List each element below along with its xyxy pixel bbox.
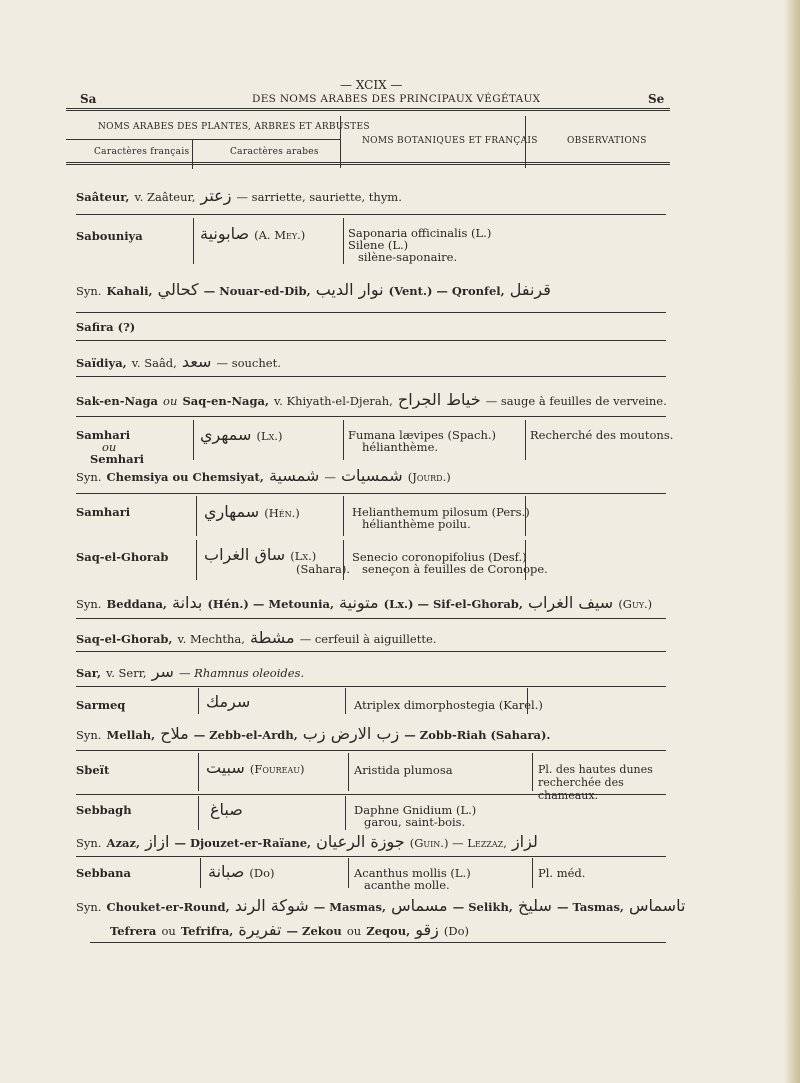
entry-rule <box>76 416 666 417</box>
arabic-name: كحالي <box>157 280 199 299</box>
entry-ref: v. Serr, <box>106 666 147 680</box>
entry-sak-en-naga <box>76 390 667 409</box>
entry-name: Sebbana <box>76 866 131 880</box>
syn-label: Syn. <box>76 900 102 914</box>
observation: Recherché des moutons. <box>530 428 674 442</box>
synonym: — Zobb-Riah (Sahara). <box>404 728 551 742</box>
entry-rule <box>76 794 666 795</box>
entry-name: Saâteur, <box>76 190 130 204</box>
synonym: (Lx.) — Sif-el-Ghorab, <box>383 597 523 611</box>
synonym: (Vent.) — Qronfel, <box>388 284 505 298</box>
french-name: seneçon à feuilles de Coronope. <box>362 562 548 576</box>
source: (Lx.) <box>256 429 283 443</box>
arabic-name: سر <box>151 662 174 681</box>
arabic-name: زب <box>302 724 326 743</box>
col-divider <box>525 116 526 168</box>
entry-name: Sar, <box>76 666 101 680</box>
synonyms-line <box>110 920 469 939</box>
entry-name: Sak-en-Naga <box>76 394 158 408</box>
entry-rule <box>76 340 666 341</box>
entry-ref: v. Saâd, <box>131 356 177 370</box>
syn-label: Syn. <box>76 284 102 298</box>
conjunction: ou <box>161 924 176 938</box>
col-divider <box>345 688 346 714</box>
arabic-name: بدانة <box>172 593 203 612</box>
synonyms-line <box>76 724 550 743</box>
botanical-name: Senecio coronopifolius (Desf.) <box>352 550 527 564</box>
source: (A. Mey.) <box>254 228 306 242</box>
page-edge <box>784 0 800 1083</box>
col-divider <box>527 688 528 714</box>
observation: Pl. méd. <box>538 866 586 880</box>
entry-name: Sebbagh <box>76 803 132 817</box>
col-divider <box>343 540 344 580</box>
arabic-name: ملاح <box>160 724 189 743</box>
arabic-name: سعد <box>181 352 212 371</box>
synonym: — Zekou <box>286 924 342 938</box>
entry-name: Samhari <box>76 428 131 442</box>
col-divider <box>196 540 197 580</box>
arabic-name: خياط الجراح <box>397 390 481 409</box>
source: (Foureau) <box>249 762 305 776</box>
col-divider <box>343 496 344 536</box>
french-name: silène-saponaire. <box>358 250 458 264</box>
synonyms-line <box>76 593 652 612</box>
synonym: Zeqou, <box>366 924 411 938</box>
page-number: — XCIX — <box>340 78 403 92</box>
french-name: — cerfeuil à aiguillette. <box>299 632 437 646</box>
arabic-cell <box>200 425 282 444</box>
synonym: — Zebb-el-Ardh, <box>193 728 298 742</box>
entry-rule <box>76 214 666 215</box>
entry-rule <box>76 493 666 494</box>
entry-rule <box>76 651 666 652</box>
entry-saidiya <box>76 352 281 371</box>
col-divider <box>193 420 194 460</box>
entry-rule <box>90 942 666 943</box>
french-name: — Rhamnus oleoides. <box>179 666 305 680</box>
syn-label: Syn. <box>76 728 102 742</box>
arabic-name: تفريرة <box>238 920 282 939</box>
arabic-name: ازاز <box>145 832 170 851</box>
synonym: Kahali, <box>106 284 153 298</box>
arabic-name: زب الارض <box>330 724 400 743</box>
entry-name: Samhari <box>76 505 131 519</box>
entry-name: Saq-el-Ghorab, <box>76 632 173 646</box>
col-divider <box>525 540 526 580</box>
source: (Guin.) — Lezzaz, <box>409 836 507 850</box>
french-name: — sauge à feuilles de verveine. <box>485 394 667 408</box>
botanical-name: Aristida plumosa <box>354 763 453 777</box>
syn-label: Syn. <box>76 836 102 850</box>
synonym: Azaz, <box>106 836 140 850</box>
source: (Hén.) <box>264 506 300 520</box>
source: (Do) <box>249 866 275 880</box>
synonym: (Hén.) — Metounia, <box>207 597 334 611</box>
col-botanical-header: NOMS BOTANIQUES ET FRANÇAIS <box>362 136 538 146</box>
french-name: acanthe molle. <box>364 878 450 892</box>
entry-name: Saïdiya, <box>76 356 127 370</box>
arabic-name: زعتر <box>200 186 232 205</box>
synonyms-line <box>76 832 538 851</box>
botanical-name: Acanthus mollis (L.) <box>354 866 471 880</box>
arabic-cell <box>200 224 305 243</box>
arabic-cell <box>206 758 305 777</box>
arabic-name: صباغ <box>210 800 243 819</box>
col-french-header: Caractères français <box>94 147 190 157</box>
observation: Pl. des hautes dunes recherchée des chameaux. <box>538 763 653 802</box>
arabic-name: زقو <box>415 920 439 939</box>
arabic-name: مشطة <box>250 628 295 647</box>
arabic-cell <box>208 862 275 881</box>
arabic-name: شمسية <box>268 466 320 485</box>
col-divider <box>193 218 194 264</box>
entry-rule <box>76 618 666 619</box>
synonyms-line <box>76 280 551 299</box>
col-divider <box>525 496 526 536</box>
botanical-name: Atriplex dimorphostegia (Karel.) <box>354 698 543 712</box>
arabic-name: لزاز <box>511 832 538 851</box>
arabic-name: سمهري <box>200 425 252 444</box>
french-name: hélianthème poilu. <box>362 517 471 531</box>
col-divider <box>198 796 199 830</box>
entry-rule <box>76 856 666 857</box>
synonym: Mellah, <box>106 728 156 742</box>
col-divider <box>348 753 349 791</box>
arabic-name: ساق الغراب <box>204 545 286 564</box>
entry-rule <box>76 376 666 377</box>
arabic-name: سرمك <box>206 692 251 711</box>
arabic-name: جوزة الرعيان <box>316 832 405 851</box>
col-divider <box>345 796 346 830</box>
entry-saateur <box>76 186 402 205</box>
entry-rule <box>76 686 666 687</box>
synonym: — Masmas, <box>313 900 386 914</box>
col-divider <box>532 858 533 888</box>
entry-name: Sbeït <box>76 763 110 777</box>
col-divider <box>525 420 526 460</box>
synonyms-line <box>76 896 685 915</box>
synonym: Chemsiya ou Chemsiyat, <box>106 470 264 484</box>
col-header-rule <box>66 162 670 165</box>
synonym: — Nouar-ed-Dib, <box>203 284 311 298</box>
col-arabic-header: Caractères arabes <box>230 147 319 157</box>
col-group-header: NOMS ARABES DES PLANTES, ARBRES ET ARBUSTES <box>98 122 370 132</box>
header-rule <box>66 108 670 111</box>
botanical-name: Helianthemum pilosum (Pers.) <box>352 505 530 519</box>
arabic-name: صابونية <box>200 224 250 243</box>
synonym: Chouket-er-Round, <box>106 900 230 914</box>
synonyms-line: Syn. Chemsiya ou Chemsiyat, شمسيات — شمسية (Jourd.) <box>76 466 451 485</box>
col-divider <box>198 753 199 791</box>
entry-name: Saq-en-Naga, <box>182 394 269 408</box>
french-name: — souchet. <box>216 356 281 370</box>
arabic-name: سبيت <box>206 758 245 777</box>
synonym: — Tasmas, <box>556 900 624 914</box>
running-title: DES NOMS ARABES DES PRINCIPAUX VÉGÉTAUX <box>252 93 541 105</box>
entry-ref: v. Khiyath-el-Djerah, <box>274 394 393 408</box>
arabic-name: سيف الغراب <box>527 593 614 612</box>
arabic-name: شوكة الرند <box>234 896 309 915</box>
synonym: Tefrifra, <box>180 924 234 938</box>
header-right: Se <box>648 92 665 106</box>
synonym: — Djouzet-er-Raïane, <box>174 836 312 850</box>
col-divider <box>532 753 533 791</box>
arabic-name: سمهاري <box>204 502 260 521</box>
entry-name: Safira (?) <box>76 320 136 334</box>
header-left: Sa <box>80 92 97 106</box>
entry-ref: v. Zaâteur, <box>134 190 196 204</box>
col-group-rule <box>66 139 340 140</box>
col-divider <box>348 858 349 888</box>
col-observations-header: OBSERVATIONS <box>567 136 647 146</box>
synonym: Beddana, <box>106 597 167 611</box>
entry-ref: v. Mechtha, <box>177 632 245 646</box>
arabic-name: قرنفل <box>509 280 551 299</box>
synonym: Tefrera <box>110 924 157 938</box>
syn-label: Syn. <box>76 470 102 484</box>
arabic-cell <box>204 502 300 521</box>
french-name: — sarriette, sauriette, thym. <box>236 190 402 204</box>
source: (Do) <box>443 924 470 938</box>
entry-rule <box>76 750 666 751</box>
source: (Lx.) <box>290 549 317 563</box>
col-divider <box>343 218 344 264</box>
col-divider <box>196 496 197 536</box>
botanical-name: Fumana lævipes (Spach.) <box>348 428 497 442</box>
arabic-name: تاسماس <box>629 896 686 915</box>
conjunction: ou <box>346 924 362 938</box>
entry-name: Sabouniya <box>76 229 143 243</box>
botanical-name: Daphne Gnidium (L.) <box>354 803 477 817</box>
botanical-name: Saponaria officinalis (L.) <box>348 226 492 240</box>
entry-name: Sarmeq <box>76 698 126 712</box>
col-divider <box>340 116 341 168</box>
source: (Jourd.) <box>407 470 451 484</box>
french-name: garou, saint-bois. <box>364 815 466 829</box>
arabic-name: سليخ <box>517 896 552 915</box>
arabic-name: شمسيات <box>340 466 403 485</box>
entry-name: Saq-el-Ghorab <box>76 550 169 564</box>
entry-rule <box>76 312 666 313</box>
entry-name: Semhari <box>90 452 145 466</box>
arabic-name: صبانة <box>208 862 245 881</box>
entry-saq-el-ghorab-ref <box>76 628 436 647</box>
conjunction: ou <box>163 394 178 408</box>
source: (Guy.) <box>618 597 653 611</box>
col-divider <box>200 858 201 888</box>
syn-label: Syn. <box>76 597 102 611</box>
synonym: — Selikh, <box>452 900 513 914</box>
arabic-name: مسماس <box>391 896 448 915</box>
col-divider <box>343 420 344 460</box>
conjunction: ou <box>102 440 117 454</box>
entry-sar <box>76 662 304 681</box>
col-divider <box>198 688 199 714</box>
botanical-name: Silene (L.) <box>348 238 409 252</box>
arabic-name: متونية <box>339 593 379 612</box>
french-name: hélianthème. <box>362 440 439 454</box>
source: (Sahara). <box>296 562 350 576</box>
arabic-name: نوار الديب <box>315 280 384 299</box>
